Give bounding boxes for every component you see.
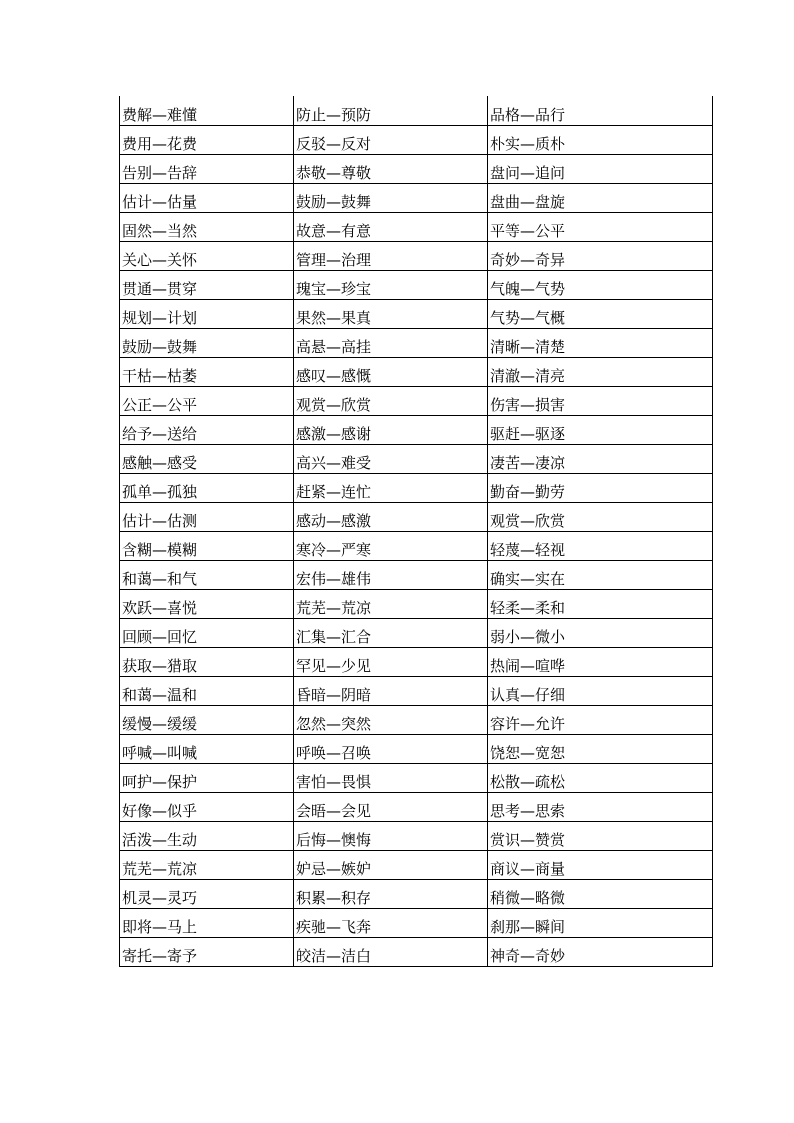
- word-pair-cell: 机灵—灵巧: [120, 879, 294, 908]
- table-row: [120, 183, 713, 212]
- word-pair-cell: 关心—关怀: [120, 241, 294, 270]
- word-pair-cell: 弱小—微小: [488, 618, 713, 647]
- word-pair-cell: 妒忌—嫉妒: [294, 850, 488, 879]
- word-pair-cell: 气魄—气势: [488, 270, 713, 299]
- word-pair-cell: 确实—实在: [488, 560, 713, 589]
- word-pair-cell: 凄苦—凄凉: [488, 444, 713, 473]
- word-pair-cell: 告别—告辞: [120, 154, 294, 183]
- word-pair-cell: 活泼—生动: [120, 821, 294, 850]
- word-pair-cell: 刹那—瞬间: [488, 908, 713, 937]
- word-pair-cell: 思考—思索: [488, 792, 713, 821]
- word-pair-cell: 赶紧—连忙: [294, 473, 488, 502]
- word-pair-cell: 估计—估量: [120, 183, 294, 212]
- word-pair-cell: 伤害—损害: [488, 386, 713, 415]
- table-row: [120, 734, 713, 763]
- word-pair-cell: 规划—计划: [120, 299, 294, 328]
- table-row: [120, 821, 713, 850]
- word-pair-cell: 赏识—赞赏: [488, 821, 713, 850]
- word-pair-cell: 管理—治理: [294, 241, 488, 270]
- word-pair-cell: 贯通—贯穿: [120, 270, 294, 299]
- word-pair-cell: 寒冷—严寒: [294, 531, 488, 560]
- table-row: [120, 328, 713, 357]
- word-pair-cell: 轻柔—柔和: [488, 589, 713, 618]
- word-pair-cell: 寄托—寄予: [120, 937, 294, 966]
- table-row: [120, 531, 713, 560]
- word-pair-cell: 勤奋—勤劳: [488, 473, 713, 502]
- table-row: [120, 212, 713, 241]
- table-row: [120, 763, 713, 792]
- word-pair-cell: 神奇—奇妙: [488, 937, 713, 966]
- word-pair-cell: 和蔼—和气: [120, 560, 294, 589]
- table-row: [120, 647, 713, 676]
- word-pair-cell: 瑰宝—珍宝: [294, 270, 488, 299]
- word-pair-cell: 感叹—感慨: [294, 357, 488, 386]
- word-pair-cell: 含糊—模糊: [120, 531, 294, 560]
- word-pair-cell: 费用—花费: [120, 125, 294, 154]
- word-pair-cell: 高悬—高挂: [294, 328, 488, 357]
- word-pair-cell: 罕见—少见: [294, 647, 488, 676]
- word-pair-cell: 观赏—欣赏: [294, 386, 488, 415]
- table-row: [120, 444, 713, 473]
- word-pair-cell: 反驳—反对: [294, 125, 488, 154]
- word-pair-cell: 好像—似乎: [120, 792, 294, 821]
- word-pair-cell: 汇集—汇合: [294, 618, 488, 647]
- word-pair-cell: 高兴—难受: [294, 444, 488, 473]
- word-pair-cell: 朴实—质朴: [488, 125, 713, 154]
- word-pair-cell: 昏暗—阴暗: [294, 676, 488, 705]
- word-pair-cell: 盘问—追问: [488, 154, 713, 183]
- word-pair-cell: 皎洁—洁白: [294, 937, 488, 966]
- word-pair-cell: 荒芜—荒凉: [294, 589, 488, 618]
- table-row: [120, 908, 713, 937]
- table-row: [120, 937, 713, 966]
- table-row: [120, 96, 713, 125]
- word-pair-cell: 费解—难懂: [120, 96, 294, 125]
- synonym-table-body: [120, 96, 713, 966]
- table-row: [120, 125, 713, 154]
- table-row: [120, 386, 713, 415]
- word-pair-cell: 清晰—清楚: [488, 328, 713, 357]
- word-pair-cell: 荒芜—荒凉: [120, 850, 294, 879]
- word-pair-cell: 忽然—突然: [294, 705, 488, 734]
- word-pair-cell: 容许—允许: [488, 705, 713, 734]
- word-pair-cell: 驱赶—驱逐: [488, 415, 713, 444]
- word-pair-cell: 公正—公平: [120, 386, 294, 415]
- word-pair-cell: 盘曲—盘旋: [488, 183, 713, 212]
- table-row: [120, 705, 713, 734]
- word-pair-cell: 奇妙—奇异: [488, 241, 713, 270]
- word-pair-cell: 轻蔑—轻视: [488, 531, 713, 560]
- table-row: [120, 270, 713, 299]
- word-pair-cell: 认真—仔细: [488, 676, 713, 705]
- word-pair-cell: 害怕—畏惧: [294, 763, 488, 792]
- table-row: [120, 357, 713, 386]
- table-row: [120, 415, 713, 444]
- word-pair-cell: 果然—果真: [294, 299, 488, 328]
- table-row: [120, 299, 713, 328]
- table-row: [120, 154, 713, 183]
- word-pair-cell: 感激—感谢: [294, 415, 488, 444]
- word-pair-cell: 鼓励—鼓舞: [120, 328, 294, 357]
- word-pair-cell: 疾驰—飞奔: [294, 908, 488, 937]
- word-pair-cell: 防止—预防: [294, 96, 488, 125]
- table-row: [120, 676, 713, 705]
- table-row: [120, 850, 713, 879]
- word-pair-cell: 热闹—喧哗: [488, 647, 713, 676]
- table-row: [120, 589, 713, 618]
- word-pair-cell: 给予—送给: [120, 415, 294, 444]
- word-pair-cell: 饶恕—宽恕: [488, 734, 713, 763]
- word-pair-cell: 鼓励—鼓舞: [294, 183, 488, 212]
- word-pair-cell: 积累—积存: [294, 879, 488, 908]
- word-pair-cell: 松散—疏松: [488, 763, 713, 792]
- table-row: [120, 792, 713, 821]
- word-pair-cell: 和蔼—温和: [120, 676, 294, 705]
- word-pair-cell: 孤单—孤独: [120, 473, 294, 502]
- word-pair-cell: 气势—气概: [488, 299, 713, 328]
- word-pair-cell: 缓慢—缓缓: [120, 705, 294, 734]
- word-pair-cell: 呼唤—召唤: [294, 734, 488, 763]
- word-pair-cell: 呵护—保护: [120, 763, 294, 792]
- word-pair-cell: 呼喊—叫喊: [120, 734, 294, 763]
- word-pair-cell: 会晤—会见: [294, 792, 488, 821]
- table-row: [120, 618, 713, 647]
- word-pair-cell: 即将—马上: [120, 908, 294, 937]
- table-row: [120, 879, 713, 908]
- word-pair-cell: 稍微—略微: [488, 879, 713, 908]
- word-pair-cell: 感触—感受: [120, 444, 294, 473]
- word-pair-cell: 回顾—回忆: [120, 618, 294, 647]
- word-pair-cell: 恭敬—尊敬: [294, 154, 488, 183]
- word-pair-cell: 故意—有意: [294, 212, 488, 241]
- word-pair-cell: 获取—猎取: [120, 647, 294, 676]
- word-pair-cell: 欢跃—喜悦: [120, 589, 294, 618]
- word-pair-cell: 清澈—清亮: [488, 357, 713, 386]
- word-pair-cell: 观赏—欣赏: [488, 502, 713, 531]
- word-pair-cell: 宏伟—雄伟: [294, 560, 488, 589]
- word-pair-cell: 感动—感激: [294, 502, 488, 531]
- table-row: [120, 560, 713, 589]
- synonym-table: [119, 96, 713, 967]
- word-pair-cell: 固然—当然: [120, 212, 294, 241]
- word-pair-cell: 估计—估测: [120, 502, 294, 531]
- word-pair-cell: 后悔—懊悔: [294, 821, 488, 850]
- table-row: [120, 502, 713, 531]
- word-pair-cell: 品格—品行: [488, 96, 713, 125]
- table-row: [120, 473, 713, 502]
- word-pair-cell: 平等—公平: [488, 212, 713, 241]
- word-pair-cell: 商议—商量: [488, 850, 713, 879]
- table-row: [120, 241, 713, 270]
- word-pair-cell: 干枯—枯萎: [120, 357, 294, 386]
